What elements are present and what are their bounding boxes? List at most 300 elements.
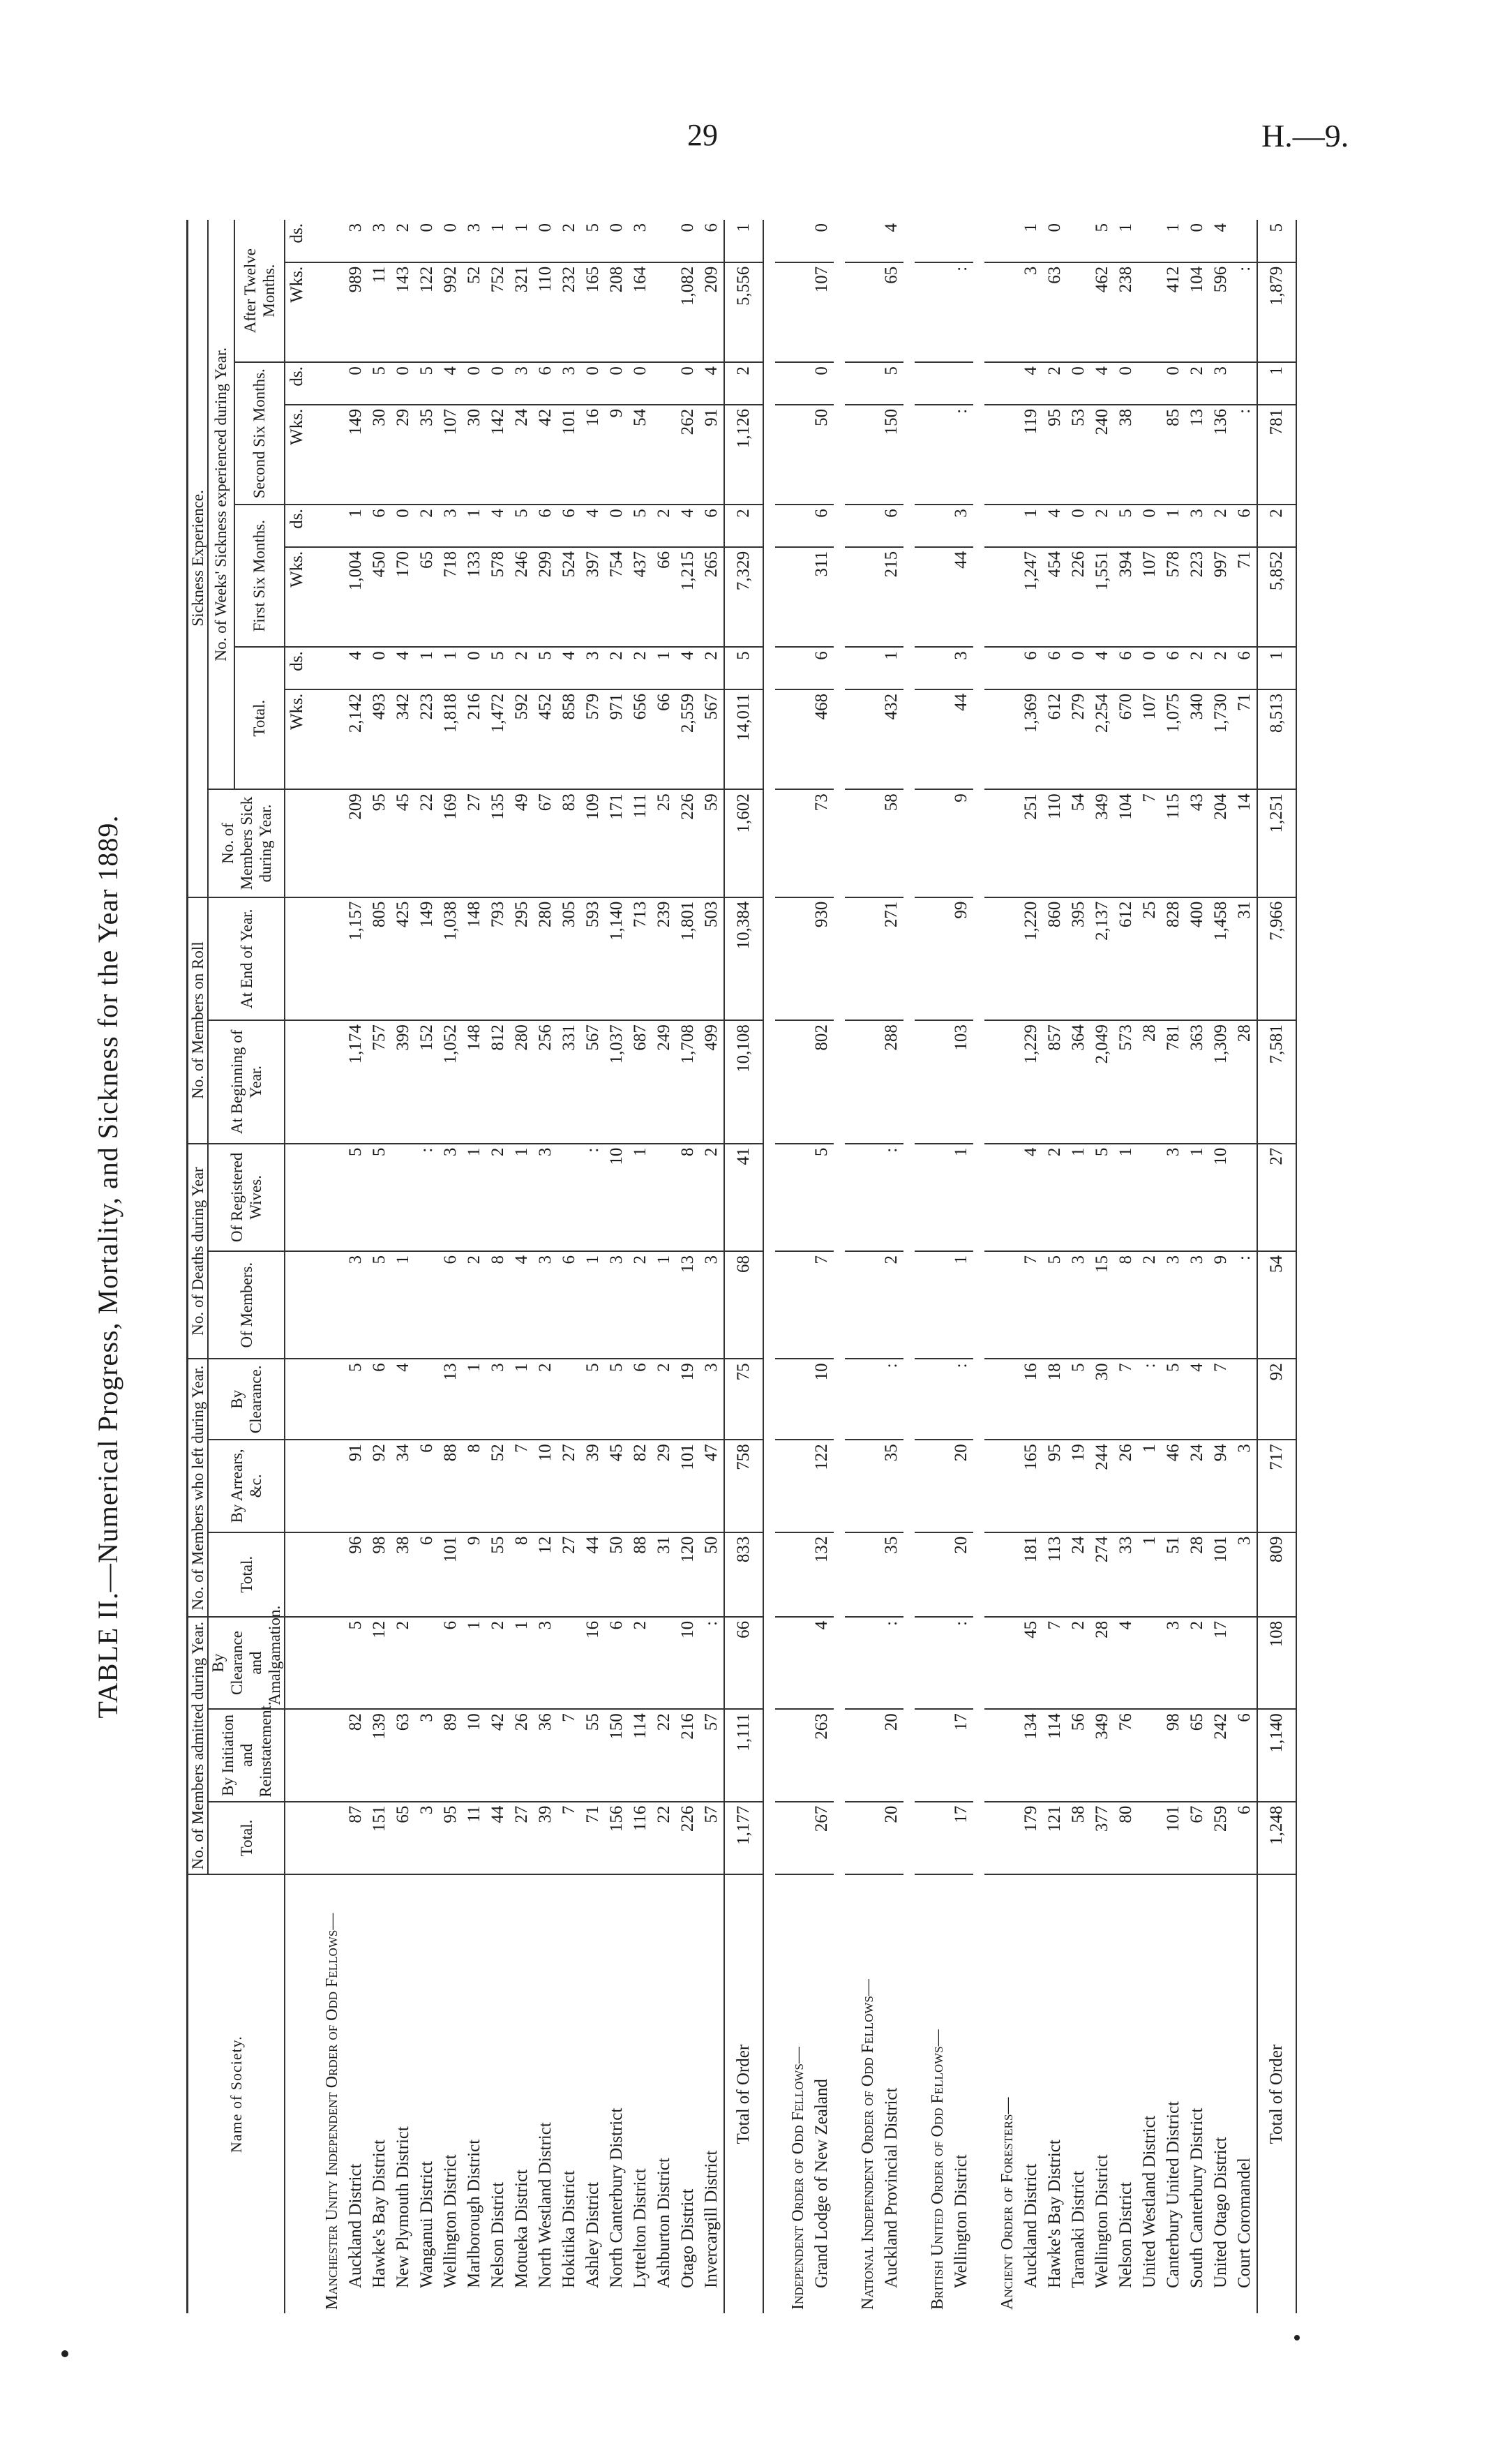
total-weeks-cell: 493	[368, 689, 391, 789]
deaths-members-cell: 7	[810, 1251, 834, 1359]
members-sick-cell: 226	[676, 789, 700, 897]
left-total-cell: 35	[880, 1532, 903, 1617]
district-name: Auckland District	[1021, 2163, 1040, 2288]
deaths-members-cell: 9	[1209, 1251, 1233, 1359]
second-six-days-cell: 4	[700, 362, 724, 405]
table-row	[486, 220, 510, 2313]
roll-begin-cell: 1,037	[605, 1020, 629, 1143]
roll-end-cell: 295	[510, 897, 534, 1020]
deaths-members-cell: 8	[1114, 1251, 1138, 1359]
section-heading-row	[984, 220, 1019, 2313]
first-six-days-cell: 6	[880, 505, 903, 547]
second-six-days-cell: 0	[344, 362, 368, 405]
first-six-days-cell: 4	[581, 505, 605, 547]
second-six-weeks-cell: 50	[810, 405, 834, 505]
total-row	[1257, 220, 1296, 2313]
deaths-members-cell: 3	[1185, 1251, 1209, 1359]
admitted-initiation-cell: 242	[1209, 1709, 1233, 1801]
deaths-wives-cell: 2	[1043, 1144, 1067, 1251]
admitted-initiation-cell: 3	[415, 1709, 439, 1801]
total-days-cell: 2	[1209, 647, 1233, 689]
unit-ds: ds.	[285, 220, 309, 262]
deaths-wives-cell: :	[415, 1144, 439, 1251]
deaths-members-cell	[415, 1251, 439, 1359]
members-sick-cell: 109	[581, 789, 605, 897]
table-row	[1162, 220, 1185, 2313]
roll-begin-cell: 28	[1138, 1020, 1162, 1143]
roll-begin-cell: 802	[810, 1020, 834, 1143]
roll-end-cell: 305	[557, 897, 581, 1020]
total-weeks-cell: 2,142	[344, 689, 368, 789]
admitted-initiation-cell: 114	[1043, 1709, 1067, 1801]
second-six-weeks-cell: :	[1233, 405, 1257, 505]
roll-end-cell: 1,157	[344, 897, 368, 1020]
district-name: United Westland District	[1140, 2115, 1159, 2288]
roll-end-cell: 930	[810, 897, 834, 1020]
first-six-days-cell: 0	[1138, 505, 1162, 547]
roll-begin-cell: 781	[1162, 1020, 1185, 1143]
admitted-total-cell: 156	[605, 1802, 629, 1875]
total-second-six-days-cell: 1	[1257, 362, 1296, 405]
admitted-clearance-cell: 7	[1043, 1617, 1067, 1709]
left-total-cell: 20	[950, 1532, 973, 1617]
roll-end-cell: 149	[415, 897, 439, 1020]
admitted-initiation-cell: 56	[1067, 1709, 1090, 1801]
admitted-clearance-cell: 10	[676, 1617, 700, 1709]
admitted-total-cell: 267	[810, 1802, 834, 1875]
roll-begin-cell: 812	[486, 1020, 510, 1143]
table-row	[344, 220, 368, 2313]
members-sick-cell: 7	[1138, 789, 1162, 897]
admitted-clearance-cell: :	[700, 1617, 724, 1709]
first-six-days-cell: 6	[534, 505, 557, 547]
first-six-days-cell: 6	[557, 505, 581, 547]
after-twelve-days-cell: 4	[880, 220, 903, 262]
total-deaths-members-cell: 68	[724, 1251, 763, 1359]
district-name: Hawke's Bay District	[1045, 2140, 1064, 2288]
total-weeks-cell: 342	[391, 689, 415, 789]
admitted-total-cell: 44	[486, 1802, 510, 1875]
admitted-total-cell: 80	[1114, 1802, 1138, 1875]
second-six-days-cell: 0	[1067, 362, 1090, 405]
admitted-total-cell: 27	[510, 1802, 534, 1875]
second-six-weeks-cell: 53	[1067, 405, 1090, 505]
deaths-wives-cell	[652, 1144, 676, 1251]
after-twelve-weeks-cell: 143	[391, 262, 415, 362]
first-six-weeks-cell: 578	[486, 547, 510, 647]
members-sick-cell: 59	[700, 789, 724, 897]
deaths-wives-cell: 1	[463, 1144, 486, 1251]
admitted-clearance-cell	[415, 1617, 439, 1709]
left-arrears-cell: 3	[1233, 1440, 1257, 1532]
total-admitted-initiation-cell: 1,140	[1257, 1709, 1296, 1801]
after-twelve-days-cell: 2	[557, 220, 581, 262]
roll-end-cell: 593	[581, 897, 605, 1020]
section-title: Independent Order of Odd Fellows—	[789, 2047, 807, 2310]
left-total-cell: 51	[1162, 1532, 1185, 1617]
header-weeks-first: First Six Months.	[234, 505, 285, 647]
left-arrears-cell: 39	[581, 1440, 605, 1532]
admitted-initiation-cell: 10	[463, 1709, 486, 1801]
total-admitted-total-cell: 1,248	[1257, 1802, 1296, 1875]
total-admitted-initiation-cell: 1,111	[724, 1709, 763, 1801]
roll-begin-cell: 1,174	[344, 1020, 368, 1143]
admitted-total-cell: 179	[1019, 1802, 1043, 1875]
left-clearance-cell: 5	[581, 1359, 605, 1440]
after-twelve-weeks-cell: 3	[1019, 262, 1043, 362]
printer-mark-dot	[1294, 2335, 1300, 2340]
admitted-total-cell: 151	[368, 1802, 391, 1875]
after-twelve-days-cell	[652, 220, 676, 262]
total-days-cell: 4	[391, 647, 415, 689]
first-six-weeks-cell: 133	[463, 547, 486, 647]
district-name: Nelson District	[1116, 2181, 1135, 2288]
total-weeks-cell: 971	[605, 689, 629, 789]
admitted-clearance-cell	[557, 1617, 581, 1709]
table-row	[700, 220, 724, 2313]
after-twelve-weeks-cell: 752	[486, 262, 510, 362]
deaths-members-cell: 8	[486, 1251, 510, 1359]
admitted-clearance-cell: 6	[605, 1617, 629, 1709]
members-sick-cell: 49	[510, 789, 534, 897]
total-deaths-wives-cell: 41	[724, 1144, 763, 1251]
total-weeks-cell: 1,472	[486, 689, 510, 789]
admitted-clearance-cell: 6	[439, 1617, 463, 1709]
left-clearance-cell: :	[950, 1359, 973, 1440]
after-twelve-weeks-cell: 52	[463, 262, 486, 362]
total-first-six-weeks-cell: 7,329	[724, 547, 763, 647]
members-sick-cell: 43	[1185, 789, 1209, 897]
table-row	[1233, 220, 1257, 2313]
total-deaths-wives-cell: 27	[1257, 1144, 1296, 1251]
deaths-wives-cell	[391, 1144, 415, 1251]
admitted-total-cell	[1138, 1802, 1162, 1875]
first-six-days-cell: 3	[950, 505, 973, 547]
table-row	[1067, 220, 1090, 2313]
second-six-weeks-cell: 24	[510, 405, 534, 505]
after-twelve-weeks-cell	[652, 262, 676, 362]
statistics-table	[186, 220, 1308, 2313]
after-twelve-weeks-cell: 1,082	[676, 262, 700, 362]
total-weeks-cell: 656	[629, 689, 652, 789]
first-six-days-cell: 4	[486, 505, 510, 547]
first-six-weeks-cell: 44	[950, 547, 973, 647]
total-after-twelve-weeks-cell: 5,556	[724, 262, 763, 362]
first-six-days-cell: 6	[700, 505, 724, 547]
header-deaths-wives: Of Registered Wives.	[208, 1144, 285, 1251]
after-twelve-weeks-cell: 238	[1114, 262, 1138, 362]
second-six-weeks-cell: 150	[880, 405, 903, 505]
unit-wks: Wks.	[285, 689, 309, 789]
table-row	[510, 220, 534, 2313]
admitted-total-cell: 57	[700, 1802, 724, 1875]
total-weeks-cell: 592	[510, 689, 534, 789]
left-clearance-cell: 6	[368, 1359, 391, 1440]
deaths-wives-cell: 8	[676, 1144, 700, 1251]
first-six-days-cell: 0	[605, 505, 629, 547]
after-twelve-days-cell: 0	[1185, 220, 1209, 262]
roll-begin-cell: 249	[652, 1020, 676, 1143]
after-twelve-weeks-cell: 63	[1043, 262, 1067, 362]
district-name: Auckland District	[346, 2163, 365, 2288]
left-total-cell: 50	[700, 1532, 724, 1617]
after-twelve-days-cell: 5	[581, 220, 605, 262]
section-spacer	[1296, 220, 1308, 2313]
second-six-days-cell: 2	[1185, 362, 1209, 405]
admitted-initiation-cell: 263	[810, 1709, 834, 1801]
section-spacer	[903, 220, 915, 2313]
admitted-total-cell: 101	[1162, 1802, 1185, 1875]
first-six-weeks-cell: 246	[510, 547, 534, 647]
admitted-total-cell: 95	[439, 1802, 463, 1875]
left-arrears-cell: 46	[1162, 1440, 1185, 1532]
first-six-days-cell: 6	[1233, 505, 1257, 547]
after-twelve-weeks-cell: 209	[700, 262, 724, 362]
left-total-cell: 181	[1019, 1532, 1043, 1617]
total-days-cell: 1	[652, 647, 676, 689]
members-sick-cell: 135	[486, 789, 510, 897]
total-members-sick-cell: 1,251	[1257, 789, 1296, 897]
table-row	[950, 220, 973, 2313]
admitted-clearance-cell: 16	[581, 1617, 605, 1709]
total-label: Total of Order	[1257, 1874, 1296, 2313]
admitted-total-cell: 20	[880, 1802, 903, 1875]
left-clearance-cell: 1	[510, 1359, 534, 1440]
roll-end-cell: 1,038	[439, 897, 463, 1020]
roll-end-cell: 860	[1043, 897, 1067, 1020]
table-row	[368, 220, 391, 2313]
total-days-cell: 4	[557, 647, 581, 689]
admitted-initiation-cell: 216	[676, 1709, 700, 1801]
left-clearance-cell: 2	[652, 1359, 676, 1440]
first-six-weeks-cell: 1,004	[344, 547, 368, 647]
table-row	[1043, 220, 1067, 2313]
header-weeks-after: After Twelve Months.	[234, 220, 285, 362]
first-six-days-cell: 4	[1043, 505, 1067, 547]
unit-ds: ds.	[285, 505, 309, 547]
deaths-wives-cell: :	[880, 1144, 903, 1251]
after-twelve-days-cell: 6	[700, 220, 724, 262]
left-total-cell: 44	[581, 1532, 605, 1617]
total-total-weeks-cell: 14,011	[724, 689, 763, 789]
left-total-cell: 274	[1090, 1532, 1114, 1617]
header-weeks-total: Total.	[234, 647, 285, 789]
district-name: Court Coromandel	[1235, 2158, 1254, 2288]
total-total-days-cell: 1	[1257, 647, 1296, 689]
second-six-weeks-cell: :	[950, 405, 973, 505]
total-row	[724, 220, 763, 2313]
first-six-days-cell: 2	[1090, 505, 1114, 547]
total-days-cell: 1	[415, 647, 439, 689]
members-sick-cell: 45	[391, 789, 415, 897]
deaths-members-cell: 2	[463, 1251, 486, 1359]
first-six-weeks-cell: 394	[1114, 547, 1138, 647]
first-six-days-cell: 3	[439, 505, 463, 547]
roll-begin-cell: 1,708	[676, 1020, 700, 1143]
second-six-days-cell: 3	[1209, 362, 1233, 405]
total-days-cell: 4	[344, 647, 368, 689]
total-days-cell: 4	[676, 647, 700, 689]
second-six-days-cell: 0	[463, 362, 486, 405]
left-arrears-cell: 7	[510, 1440, 534, 1532]
deaths-members-cell: 3	[700, 1251, 724, 1359]
district-name: North Westland District	[536, 2122, 555, 2288]
roll-begin-cell: 363	[1185, 1020, 1209, 1143]
first-six-days-cell: 1	[463, 505, 486, 547]
deaths-members-cell: 1	[581, 1251, 605, 1359]
header-weeks-second: Second Six Months.	[234, 362, 285, 505]
roll-begin-cell: 28	[1233, 1020, 1257, 1143]
total-total-weeks-cell: 8,513	[1257, 689, 1296, 789]
after-twelve-weeks-cell: 321	[510, 262, 534, 362]
section-heading-row	[845, 220, 880, 2313]
total-days-cell: 1	[439, 647, 463, 689]
deaths-wives-cell: 1	[1185, 1144, 1209, 1251]
left-clearance-cell: 4	[391, 1359, 415, 1440]
left-arrears-cell: 94	[1209, 1440, 1233, 1532]
after-twelve-days-cell: 3	[344, 220, 368, 262]
members-sick-cell: 27	[463, 789, 486, 897]
total-admitted-clearance-cell: 66	[724, 1617, 763, 1709]
total-days-cell: 6	[1043, 647, 1067, 689]
left-clearance-cell: 7	[1209, 1359, 1233, 1440]
admitted-clearance-cell: 28	[1090, 1617, 1114, 1709]
first-six-weeks-cell: 997	[1209, 547, 1233, 647]
admitted-initiation-cell: 76	[1114, 1709, 1138, 1801]
district-name: Otago District	[678, 2188, 697, 2288]
second-six-days-cell: 0	[629, 362, 652, 405]
left-clearance-cell: 1	[463, 1359, 486, 1440]
table-row	[629, 220, 652, 2313]
section-title: Ancient Order of Foresters—	[998, 2097, 1017, 2310]
left-clearance-cell: 3	[700, 1359, 724, 1440]
first-six-days-cell: 5	[629, 505, 652, 547]
members-sick-cell: 110	[1043, 789, 1067, 897]
roll-begin-cell: 857	[1043, 1020, 1067, 1143]
table-row	[439, 220, 463, 2313]
admitted-total-cell: 39	[534, 1802, 557, 1875]
roll-end-cell: 828	[1162, 897, 1185, 1020]
left-arrears-cell: 244	[1090, 1440, 1114, 1532]
district-name: Wellington District	[952, 2154, 970, 2288]
total-days-cell: 6	[1162, 647, 1185, 689]
left-total-cell: 50	[605, 1532, 629, 1617]
total-days-cell: 3	[581, 647, 605, 689]
second-six-days-cell: 0	[676, 362, 700, 405]
parliamentary-paper-reference: H.—9.	[1261, 118, 1349, 154]
deaths-members-cell: :	[1233, 1251, 1257, 1359]
members-sick-cell: 67	[534, 789, 557, 897]
total-weeks-cell: 612	[1043, 689, 1067, 789]
after-twelve-days-cell: 3	[629, 220, 652, 262]
left-arrears-cell: 8	[463, 1440, 486, 1532]
second-six-days-cell: 0	[1114, 362, 1138, 405]
after-twelve-weeks-cell: 11	[368, 262, 391, 362]
left-arrears-cell: 34	[391, 1440, 415, 1532]
roll-end-cell: 25	[1138, 897, 1162, 1020]
after-twelve-days-cell	[1138, 220, 1162, 262]
first-six-weeks-cell: 107	[1138, 547, 1162, 647]
left-total-cell: 12	[534, 1532, 557, 1617]
left-clearance-cell: 13	[439, 1359, 463, 1440]
total-roll-begin-cell: 10,108	[724, 1020, 763, 1143]
admitted-initiation-cell: 6	[1233, 1709, 1257, 1801]
second-six-days-cell	[1233, 362, 1257, 405]
after-twelve-days-cell: 0	[1043, 220, 1067, 262]
left-clearance-cell: 2	[534, 1359, 557, 1440]
deaths-wives-cell: 1	[1114, 1144, 1138, 1251]
left-total-cell: 101	[439, 1532, 463, 1617]
total-second-six-weeks-cell: 781	[1257, 405, 1296, 505]
roll-end-cell: 1,458	[1209, 897, 1233, 1020]
deaths-members-cell: 3	[605, 1251, 629, 1359]
after-twelve-days-cell	[950, 220, 973, 262]
roll-begin-cell: 2,049	[1090, 1020, 1114, 1143]
left-arrears-cell: 27	[557, 1440, 581, 1532]
second-six-weeks-cell: 54	[629, 405, 652, 505]
total-days-cell: 0	[463, 647, 486, 689]
roll-end-cell: 1,220	[1019, 897, 1043, 1020]
deaths-members-cell: 15	[1090, 1251, 1114, 1359]
district-name: Grand Lodge of New Zealand	[812, 2079, 831, 2288]
total-left-clearance-cell: 75	[724, 1359, 763, 1440]
admitted-initiation-cell: 20	[880, 1709, 903, 1801]
total-left-arrears-cell: 717	[1257, 1440, 1296, 1532]
left-clearance-cell: 18	[1043, 1359, 1067, 1440]
total-weeks-cell: 452	[534, 689, 557, 789]
admitted-clearance-cell: 3	[534, 1617, 557, 1709]
after-twelve-days-cell: 3	[463, 220, 486, 262]
total-admitted-clearance-cell: 108	[1257, 1617, 1296, 1709]
after-twelve-days-cell	[1067, 220, 1090, 262]
left-clearance-cell	[1233, 1359, 1257, 1440]
left-clearance-cell: 5	[344, 1359, 368, 1440]
left-clearance-cell	[415, 1359, 439, 1440]
district-name: Ashburton District	[654, 2158, 673, 2288]
roll-begin-cell: 399	[391, 1020, 415, 1143]
table-row	[676, 220, 700, 2313]
total-roll-end-cell: 7,966	[1257, 897, 1296, 1020]
second-six-days-cell	[1138, 362, 1162, 405]
district-name: Wellington District	[441, 2154, 460, 2288]
deaths-members-cell: 6	[439, 1251, 463, 1359]
deaths-wives-cell	[1138, 1144, 1162, 1251]
admitted-total-cell: 116	[629, 1802, 652, 1875]
table-row	[391, 220, 415, 2313]
printer-mark-dot	[61, 2350, 68, 2357]
after-twelve-weeks-cell: 462	[1090, 262, 1114, 362]
after-twelve-weeks-cell: 232	[557, 262, 581, 362]
total-left-total-cell: 833	[724, 1532, 763, 1617]
deaths-wives-cell: 5	[1090, 1144, 1114, 1251]
left-clearance-cell: 16	[1019, 1359, 1043, 1440]
roll-end-cell: 1,801	[676, 897, 700, 1020]
table-row	[1114, 220, 1138, 2313]
total-weeks-cell: 579	[581, 689, 605, 789]
table-row	[1019, 220, 1043, 2313]
district-name: Invercargill District	[702, 2150, 721, 2288]
admitted-initiation-cell: 26	[510, 1709, 534, 1801]
left-total-cell: 1	[1138, 1532, 1162, 1617]
total-days-cell: 2	[605, 647, 629, 689]
admitted-initiation-cell: 36	[534, 1709, 557, 1801]
second-six-weeks-cell: 136	[1209, 405, 1233, 505]
first-six-days-cell: 5	[510, 505, 534, 547]
left-clearance-cell: 5	[1162, 1359, 1185, 1440]
admitted-initiation-cell: 150	[605, 1709, 629, 1801]
total-days-cell: 5	[534, 647, 557, 689]
district-name: Ashley District	[583, 2181, 602, 2288]
